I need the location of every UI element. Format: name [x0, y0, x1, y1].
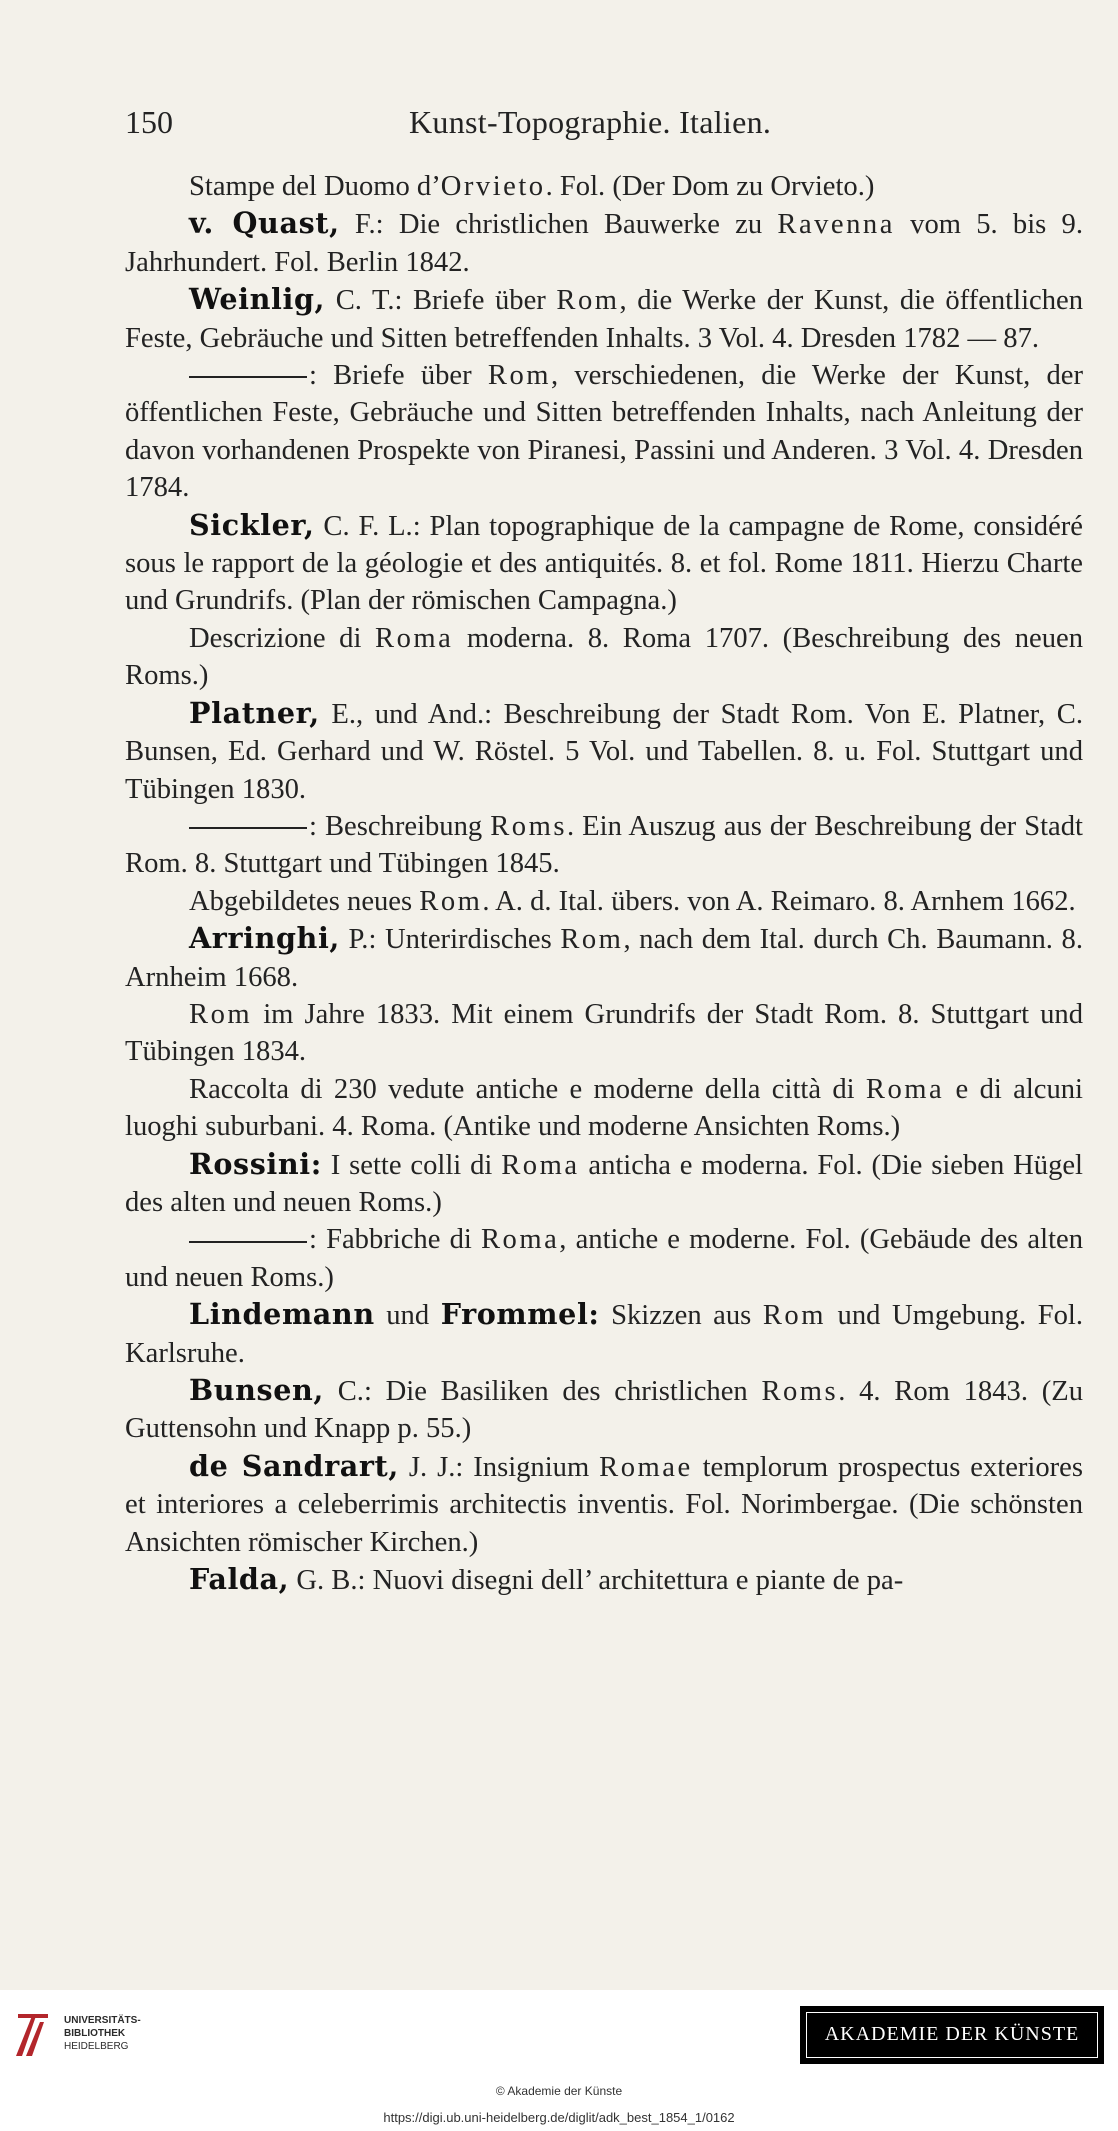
entry-text: P.: Unterirdisches: [339, 924, 561, 956]
spaced-place-name: Rom: [419, 885, 483, 917]
bibliography-entry: [125, 695, 1083, 808]
author-name: Sickler,: [189, 507, 315, 542]
bibliography-entry: [125, 1448, 1083, 1561]
spaced-place-name: Roms: [761, 1376, 839, 1407]
entry-text: , antiche e moderne. Fol. (Gebäude des alten und neuen Roms.): [125, 1224, 1084, 1293]
spaced-place-name: Roma: [375, 622, 454, 654]
bibliography-entry: [125, 996, 1083, 1071]
entry-text: templorum prospectus exteriores et interiores a celeberrimis architectis inventis. Fol. Norimbergae. (Die schönsten Ansichten römischer Kirchen.): [125, 1451, 1083, 1558]
bibliography-entry: [125, 1561, 1083, 1599]
entry-text: vom 5. bis 9. Jahrhundert. Fol. Berlin 1842.: [125, 209, 1083, 278]
bibliography-entry: [125, 883, 1083, 920]
ub-logo-text: [64, 2014, 141, 2053]
akademie-logo-text: AKADEMIE DER KÜNSTE: [806, 2012, 1098, 2058]
author-name: Weinlig,: [189, 282, 326, 317]
bibliography-entry: [125, 1221, 1083, 1296]
author-name: Lindemann: [189, 1297, 375, 1332]
ditto-rule: [189, 827, 307, 829]
ub-logo-line-3: HEIDELBERG: [64, 2041, 129, 2052]
bibliography-entry: [125, 1071, 1083, 1146]
bibliography-entry: [125, 920, 1083, 996]
spaced-place-name: Rom: [762, 1300, 826, 1332]
bibliography-entry: [125, 1372, 1083, 1448]
entry-text: I sette colli di: [321, 1149, 502, 1181]
page-number: 150: [125, 104, 173, 140]
entry-text: Raccolta di 230 vedute antiche e moderne della città di: [189, 1073, 866, 1105]
bibliography-entry: [125, 1296, 1083, 1372]
spaced-place-name: Roms: [490, 810, 567, 842]
author-name: Platner,: [189, 695, 320, 730]
ub-logo-line-2: BIBLIOTHEK: [64, 2028, 126, 2039]
entry-text: C.: Die Basiliken des christlichen: [323, 1376, 762, 1407]
ditto-rule: [189, 1241, 307, 1243]
bibliography-entry: [125, 281, 1083, 357]
entry-text: . Fol. (Der Dom zu Orvieto.): [545, 171, 875, 202]
spaced-place-name: Rom: [487, 360, 551, 392]
running-title: Kunst-Topographie. Italien.: [409, 104, 772, 140]
author-name: de Sandrart,: [189, 1448, 399, 1483]
ub-logo-line-1: UNIVERSITÄTS-: [64, 2015, 141, 2026]
viewer-footer: [0, 1990, 1118, 2131]
entry-text: im Jahre 1833. Mit einem Grundrifs der Stadt Rom. 8. Stuttgart und Tübingen 1834.: [125, 998, 1083, 1068]
spaced-place-name: Rom: [556, 285, 620, 317]
bibliography-entry: [125, 1146, 1083, 1222]
entry-text: , die Werke der Kunst, die öffentlichen Feste, Gebräuche und Sitten betreffenden Inhalts. 3 Vol. 4. Dresden 1782 — 87.: [125, 285, 1083, 354]
spaced-place-name: Rom: [560, 924, 624, 956]
copyright-notice: © Akademie der Künste: [495, 2084, 623, 2098]
bibliography-entry: [125, 357, 1083, 507]
running-head: [125, 104, 1118, 148]
spaced-place-name: Romae: [599, 1451, 693, 1483]
bibliography-entry: [125, 620, 1083, 695]
spaced-place-name: Orvieto: [440, 171, 546, 202]
entry-text: . A. d. Ital. übers. von A. Reimaro. 8. Arnhem 1662.: [482, 885, 1076, 917]
entry-text: . 4. Rom 1843. (Zu Guttensohn und Knapp p. 55.): [125, 1376, 1083, 1445]
author-name: Frommel:: [440, 1297, 600, 1332]
spaced-place-name: Rom: [189, 998, 253, 1030]
university-library-logo[interactable]: [12, 2002, 162, 2068]
entry-text: . Ein Auszug aus der Beschreibung der Stadt Rom. 8. Stuttgart und Tübingen 1845.: [125, 810, 1083, 880]
entry-text: , nach dem Ital. durch Ch. Baumann. 8. Arnheim 1668.: [125, 924, 1083, 993]
page-url[interactable]: https://digi.ub.uni-heidelberg.de/diglit/adk_best_1854_1/0162: [383, 2110, 735, 2125]
entry-text: Skizzen aus: [599, 1300, 763, 1332]
entry-text: C. F. L.: Plan topographique de la campagne de Rome, considéré sous le rapport de la géologie et des antiquités. 8. et fol. Rome 1811. Hierzu Charte und Grundrifs. (Plan der römischen Campagna.): [125, 510, 1083, 617]
entry-text: e di alcuni luoghi suburbani. 4. Roma. (Antike und moderne Ansichten Roms.): [125, 1073, 1083, 1143]
entry-text: C. T.: Briefe über: [325, 285, 557, 317]
entry-text: : Beschreibung: [309, 810, 491, 842]
ditto-rule: [189, 376, 307, 378]
ub-logo-icon: [12, 2008, 54, 2060]
entry-text: : Briefe über: [309, 360, 488, 392]
author-name: Arringhi,: [189, 921, 340, 956]
spaced-place-name: Roma: [865, 1073, 945, 1105]
bibliography-entry: [125, 205, 1083, 281]
entry-text: und: [374, 1300, 441, 1332]
spaced-place-name: Roma: [501, 1149, 580, 1181]
author-name: Bunsen,: [189, 1373, 324, 1407]
entry-text: J. J.: Insignium: [398, 1451, 600, 1483]
bibliography-entry: [125, 507, 1083, 620]
entry-text: Abgebildetes neues: [189, 885, 420, 917]
author-name: Rossini:: [189, 1146, 322, 1181]
akademie-logo[interactable]: [800, 2006, 1104, 2064]
entry-text: und Umgebung. Fol. Karlsruhe.: [125, 1300, 1084, 1369]
bibliography-entry: [125, 808, 1083, 883]
author-name: Falda,: [189, 1562, 290, 1597]
entry-text: Stampe del Duomo d’: [189, 171, 441, 202]
author-name: v. Quast,: [189, 206, 340, 241]
entry-text: : Fabbriche di: [309, 1224, 481, 1256]
entry-text: anticha e moderna. Fol. (Die sieben Hügel des alten und neuen Roms.): [125, 1149, 1083, 1218]
entry-text: moderna. 8. Roma 1707. (Beschreibung des neuen Roms.): [125, 622, 1083, 692]
entry-text: Descrizione di: [189, 622, 376, 654]
entry-text: G. B.: Nuovi disegni dell’ architettura e piante de pa-: [289, 1565, 904, 1597]
entry-text: E., und And.: Beschreibung der Stadt Rom. Von E. Platner, C. Bunsen, Ed. Gerhard und W. Röstel. 5 Vol. und Tabellen. 8. u. Fol. Stuttgart und Tübingen 1830.: [125, 698, 1083, 805]
bibliography-entry: [125, 168, 1083, 205]
entry-text: F.: Die christlichen Bauwerke zu: [339, 209, 778, 241]
entry-text: , verschiedenen, die Werke der Kunst, der öffentlichen Feste, Gebräuche und Sitten betreffenden Inhalts, nach Anleitung der davon vorhandenen Prospekte von Piranesi, Passini und Anderen. 3 Vol. 4. Dresden 1784.: [125, 360, 1083, 504]
spaced-place-name: Roma: [480, 1224, 560, 1256]
bibliography-text: [125, 168, 1083, 1599]
spaced-place-name: Ravenna: [777, 209, 895, 241]
